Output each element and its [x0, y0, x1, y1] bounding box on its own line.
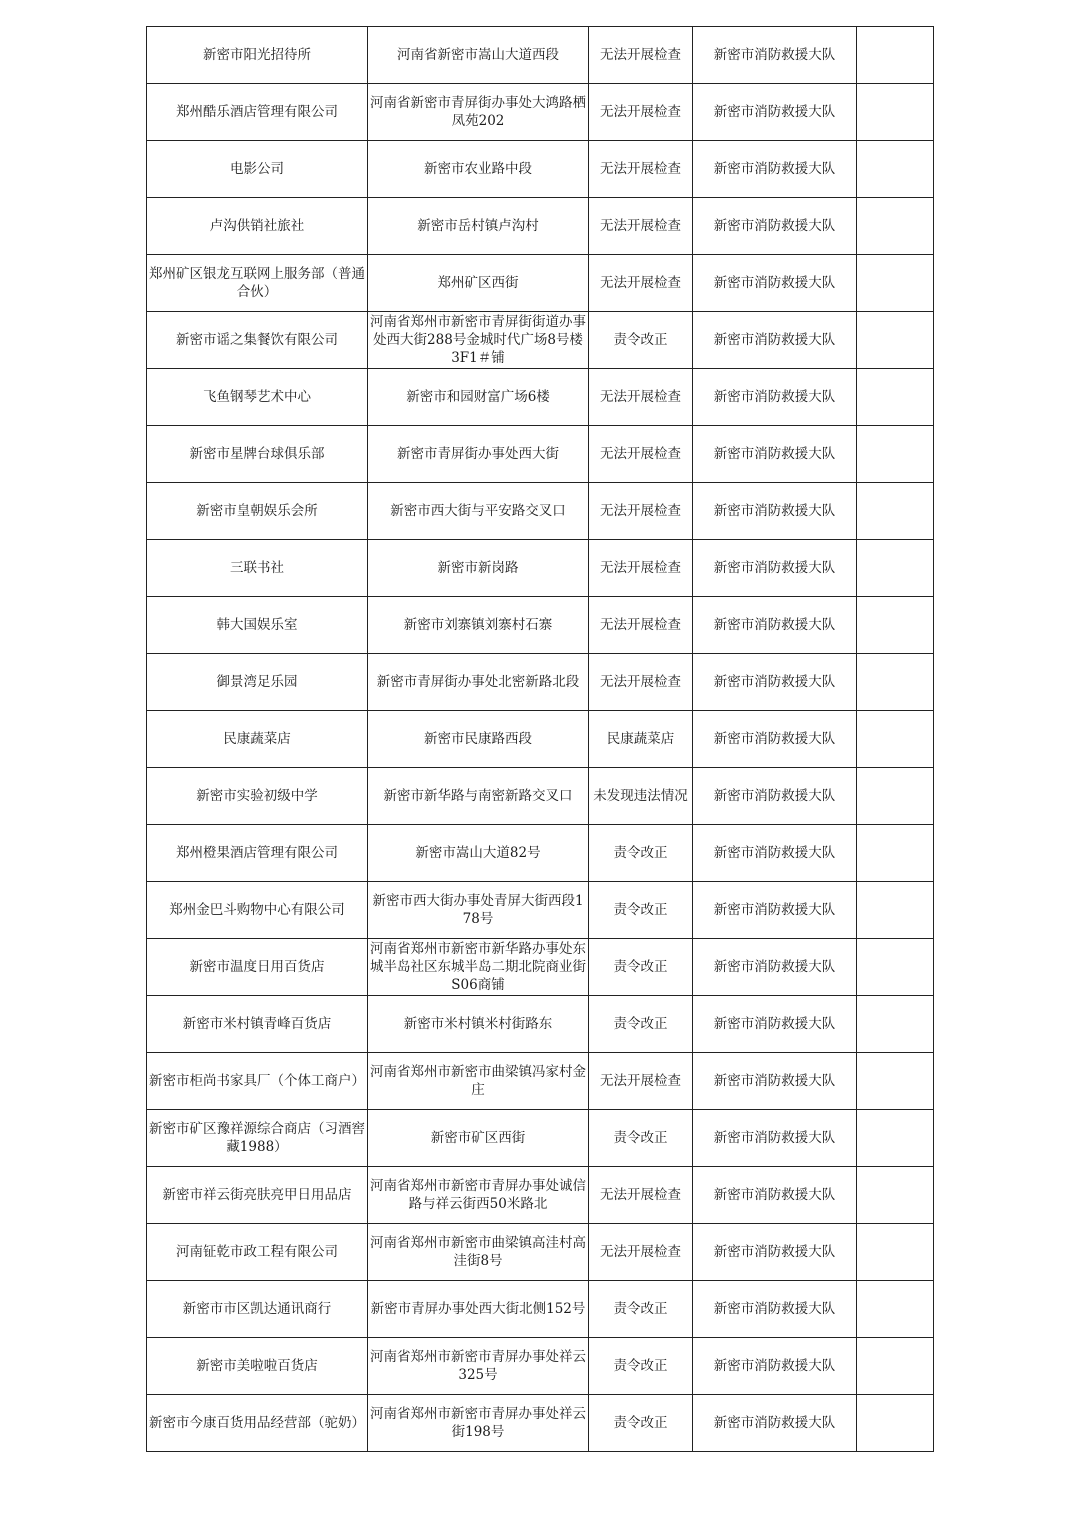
cell-inspecting-unit: 新密市消防救援大队 [693, 825, 857, 882]
cell-inspection-result: 责令改正 [589, 825, 693, 882]
cell-remarks [857, 654, 934, 711]
cell-inspecting-unit: 新密市消防救援大队 [693, 27, 857, 84]
cell-business-name: 新密市柜尚书家具厂（个体工商户） [147, 1053, 368, 1110]
cell-address: 郑州矿区西街 [368, 255, 589, 312]
table-row [147, 654, 934, 711]
cell-business-name: 三联书社 [147, 540, 368, 597]
cell-inspection-result: 无法开展检查 [589, 255, 693, 312]
cell-business-name: 新密市祥云街亮肤亮甲日用品店 [147, 1167, 368, 1224]
cell-inspection-result: 无法开展检查 [589, 483, 693, 540]
cell-address: 新密市农业路中段 [368, 141, 589, 198]
cell-inspecting-unit: 新密市消防救援大队 [693, 540, 857, 597]
cell-inspection-result: 无法开展检查 [589, 654, 693, 711]
table-row [147, 255, 934, 312]
table-row [147, 1053, 934, 1110]
cell-inspection-result: 无法开展检查 [589, 597, 693, 654]
cell-address: 新密市岳村镇卢沟村 [368, 198, 589, 255]
cell-remarks [857, 597, 934, 654]
cell-remarks [857, 711, 934, 768]
cell-inspection-result: 责令改正 [589, 939, 693, 996]
cell-business-name: 新密市今康百货用品经营部（驼奶） [147, 1395, 368, 1452]
cell-business-name: 郑州橙果酒店管理有限公司 [147, 825, 368, 882]
cell-remarks [857, 1338, 934, 1395]
cell-business-name: 韩大国娱乐室 [147, 597, 368, 654]
cell-inspection-result: 责令改正 [589, 1338, 693, 1395]
cell-address: 河南省郑州市新密市青屏办事处祥云325号 [368, 1338, 589, 1395]
cell-business-name: 民康蔬菜店 [147, 711, 368, 768]
table-row [147, 1395, 934, 1452]
cell-remarks [857, 1281, 934, 1338]
cell-inspecting-unit: 新密市消防救援大队 [693, 1281, 857, 1338]
table-row [147, 996, 934, 1053]
table-row [147, 939, 934, 996]
cell-address: 新密市矿区西街 [368, 1110, 589, 1167]
cell-address: 河南省郑州市新密市青屏街街道办事处西大街288号金城时代广场8号楼3F1＃铺 [368, 312, 589, 369]
cell-address: 新密市青屏街办事处北密新路北段 [368, 654, 589, 711]
cell-remarks [857, 1167, 934, 1224]
cell-remarks [857, 1110, 934, 1167]
cell-inspecting-unit: 新密市消防救援大队 [693, 1110, 857, 1167]
table-row [147, 1110, 934, 1167]
cell-inspecting-unit: 新密市消防救援大队 [693, 1395, 857, 1452]
cell-inspection-result: 未发现违法情况 [589, 768, 693, 825]
cell-business-name: 新密市实验初级中学 [147, 768, 368, 825]
cell-remarks [857, 369, 934, 426]
cell-business-name: 郑州金巴斗购物中心有限公司 [147, 882, 368, 939]
cell-inspecting-unit: 新密市消防救援大队 [693, 597, 857, 654]
cell-address: 河南省郑州市新密市新华路办事处东城半岛社区东城半岛二期北院商业街S06商铺 [368, 939, 589, 996]
cell-inspecting-unit: 新密市消防救援大队 [693, 84, 857, 141]
cell-inspection-result: 无法开展检查 [589, 426, 693, 483]
cell-remarks [857, 1395, 934, 1452]
table-row [147, 768, 934, 825]
cell-address: 河南省新密市青屏街办事处大鸿路栖凤苑202 [368, 84, 589, 141]
table-row [147, 483, 934, 540]
table-row [147, 369, 934, 426]
cell-address: 新密市青屏办事处西大街北侧152号 [368, 1281, 589, 1338]
cell-business-name: 新密市皇朝娱乐会所 [147, 483, 368, 540]
table-row [147, 825, 934, 882]
cell-remarks [857, 141, 934, 198]
cell-inspection-result: 责令改正 [589, 882, 693, 939]
cell-inspection-result: 无法开展检查 [589, 1167, 693, 1224]
table-body [147, 27, 934, 1452]
cell-business-name: 新密市谣之集餐饮有限公司 [147, 312, 368, 369]
cell-business-name: 新密市阳光招待所 [147, 27, 368, 84]
table-row [147, 84, 934, 141]
table-row [147, 426, 934, 483]
cell-inspecting-unit: 新密市消防救援大队 [693, 1167, 857, 1224]
cell-address: 河南省郑州市新密市青屏办事处诚信路与祥云街西50米路北 [368, 1167, 589, 1224]
cell-inspecting-unit: 新密市消防救援大队 [693, 1338, 857, 1395]
cell-remarks [857, 1224, 934, 1281]
cell-inspection-result: 无法开展检查 [589, 84, 693, 141]
cell-address: 新密市刘寨镇刘寨村石寨 [368, 597, 589, 654]
cell-address: 新密市西大街办事处青屏大街西段178号 [368, 882, 589, 939]
cell-remarks [857, 483, 934, 540]
cell-remarks [857, 312, 934, 369]
cell-business-name: 新密市美啦啦百货店 [147, 1338, 368, 1395]
cell-business-name: 河南钲乾市政工程有限公司 [147, 1224, 368, 1281]
cell-address: 河南省郑州市新密市曲梁镇冯家村金庄 [368, 1053, 589, 1110]
cell-inspection-result: 责令改正 [589, 1395, 693, 1452]
inspection-table [146, 26, 934, 1452]
cell-address: 新密市新岗路 [368, 540, 589, 597]
cell-inspection-result: 责令改正 [589, 1110, 693, 1167]
cell-inspecting-unit: 新密市消防救援大队 [693, 711, 857, 768]
cell-remarks [857, 996, 934, 1053]
cell-inspecting-unit: 新密市消防救援大队 [693, 426, 857, 483]
cell-address: 河南省郑州市新密市曲梁镇高洼村高洼街8号 [368, 1224, 589, 1281]
cell-remarks [857, 27, 934, 84]
table-row [147, 141, 934, 198]
table-row [147, 1281, 934, 1338]
cell-remarks [857, 426, 934, 483]
cell-business-name: 新密市市区凯达通讯商行 [147, 1281, 368, 1338]
cell-inspection-result: 民康蔬菜店 [589, 711, 693, 768]
cell-business-name: 新密市温度日用百货店 [147, 939, 368, 996]
cell-address: 河南省新密市嵩山大道西段 [368, 27, 589, 84]
cell-inspection-result: 无法开展检查 [589, 369, 693, 426]
cell-remarks [857, 1053, 934, 1110]
table-row [147, 882, 934, 939]
cell-remarks [857, 540, 934, 597]
table-row [147, 1338, 934, 1395]
cell-inspection-result: 无法开展检查 [589, 1053, 693, 1110]
cell-business-name: 郑州矿区银龙互联网上服务部（普通合伙） [147, 255, 368, 312]
cell-remarks [857, 768, 934, 825]
table-row [147, 312, 934, 369]
cell-remarks [857, 882, 934, 939]
cell-inspecting-unit: 新密市消防救援大队 [693, 996, 857, 1053]
table-row [147, 198, 934, 255]
cell-inspection-result: 无法开展检查 [589, 540, 693, 597]
cell-inspection-result: 无法开展检查 [589, 141, 693, 198]
cell-business-name: 郑州酷乐酒店管理有限公司 [147, 84, 368, 141]
cell-business-name: 新密市星牌台球俱乐部 [147, 426, 368, 483]
cell-address: 河南省郑州市新密市青屏办事处祥云街198号 [368, 1395, 589, 1452]
cell-address: 新密市和园财富广场6楼 [368, 369, 589, 426]
cell-inspecting-unit: 新密市消防救援大队 [693, 1224, 857, 1281]
cell-inspection-result: 责令改正 [589, 1281, 693, 1338]
cell-address: 新密市青屏街办事处西大街 [368, 426, 589, 483]
cell-inspection-result: 无法开展检查 [589, 1224, 693, 1281]
cell-inspecting-unit: 新密市消防救援大队 [693, 141, 857, 198]
cell-address: 新密市西大街与平安路交叉口 [368, 483, 589, 540]
table-row [147, 27, 934, 84]
table-row [147, 1167, 934, 1224]
cell-address: 新密市米村镇米村街路东 [368, 996, 589, 1053]
cell-address: 新密市民康路西段 [368, 711, 589, 768]
cell-address: 新密市嵩山大道82号 [368, 825, 589, 882]
table-row [147, 711, 934, 768]
cell-inspecting-unit: 新密市消防救援大队 [693, 882, 857, 939]
cell-inspecting-unit: 新密市消防救援大队 [693, 768, 857, 825]
cell-inspecting-unit: 新密市消防救援大队 [693, 255, 857, 312]
cell-remarks [857, 255, 934, 312]
cell-inspecting-unit: 新密市消防救援大队 [693, 312, 857, 369]
cell-business-name: 卢沟供销社旅社 [147, 198, 368, 255]
cell-inspecting-unit: 新密市消防救援大队 [693, 198, 857, 255]
cell-address: 新密市新华路与南密新路交叉口 [368, 768, 589, 825]
cell-inspection-result: 责令改正 [589, 996, 693, 1053]
cell-remarks [857, 84, 934, 141]
table-row [147, 597, 934, 654]
cell-inspection-result: 无法开展检查 [589, 198, 693, 255]
cell-inspecting-unit: 新密市消防救援大队 [693, 654, 857, 711]
cell-business-name: 新密市矿区豫祥源综合商店（习酒窖藏1988） [147, 1110, 368, 1167]
cell-business-name: 飞鱼钢琴艺术中心 [147, 369, 368, 426]
cell-business-name: 御景湾足乐园 [147, 654, 368, 711]
cell-remarks [857, 198, 934, 255]
cell-business-name: 新密市米村镇青峰百货店 [147, 996, 368, 1053]
cell-remarks [857, 939, 934, 996]
cell-business-name: 电影公司 [147, 141, 368, 198]
cell-inspection-result: 无法开展检查 [589, 27, 693, 84]
table-row [147, 1224, 934, 1281]
cell-inspecting-unit: 新密市消防救援大队 [693, 483, 857, 540]
table-row [147, 540, 934, 597]
cell-inspection-result: 责令改正 [589, 312, 693, 369]
cell-inspecting-unit: 新密市消防救援大队 [693, 939, 857, 996]
cell-inspecting-unit: 新密市消防救援大队 [693, 1053, 857, 1110]
cell-inspecting-unit: 新密市消防救援大队 [693, 369, 857, 426]
cell-remarks [857, 825, 934, 882]
